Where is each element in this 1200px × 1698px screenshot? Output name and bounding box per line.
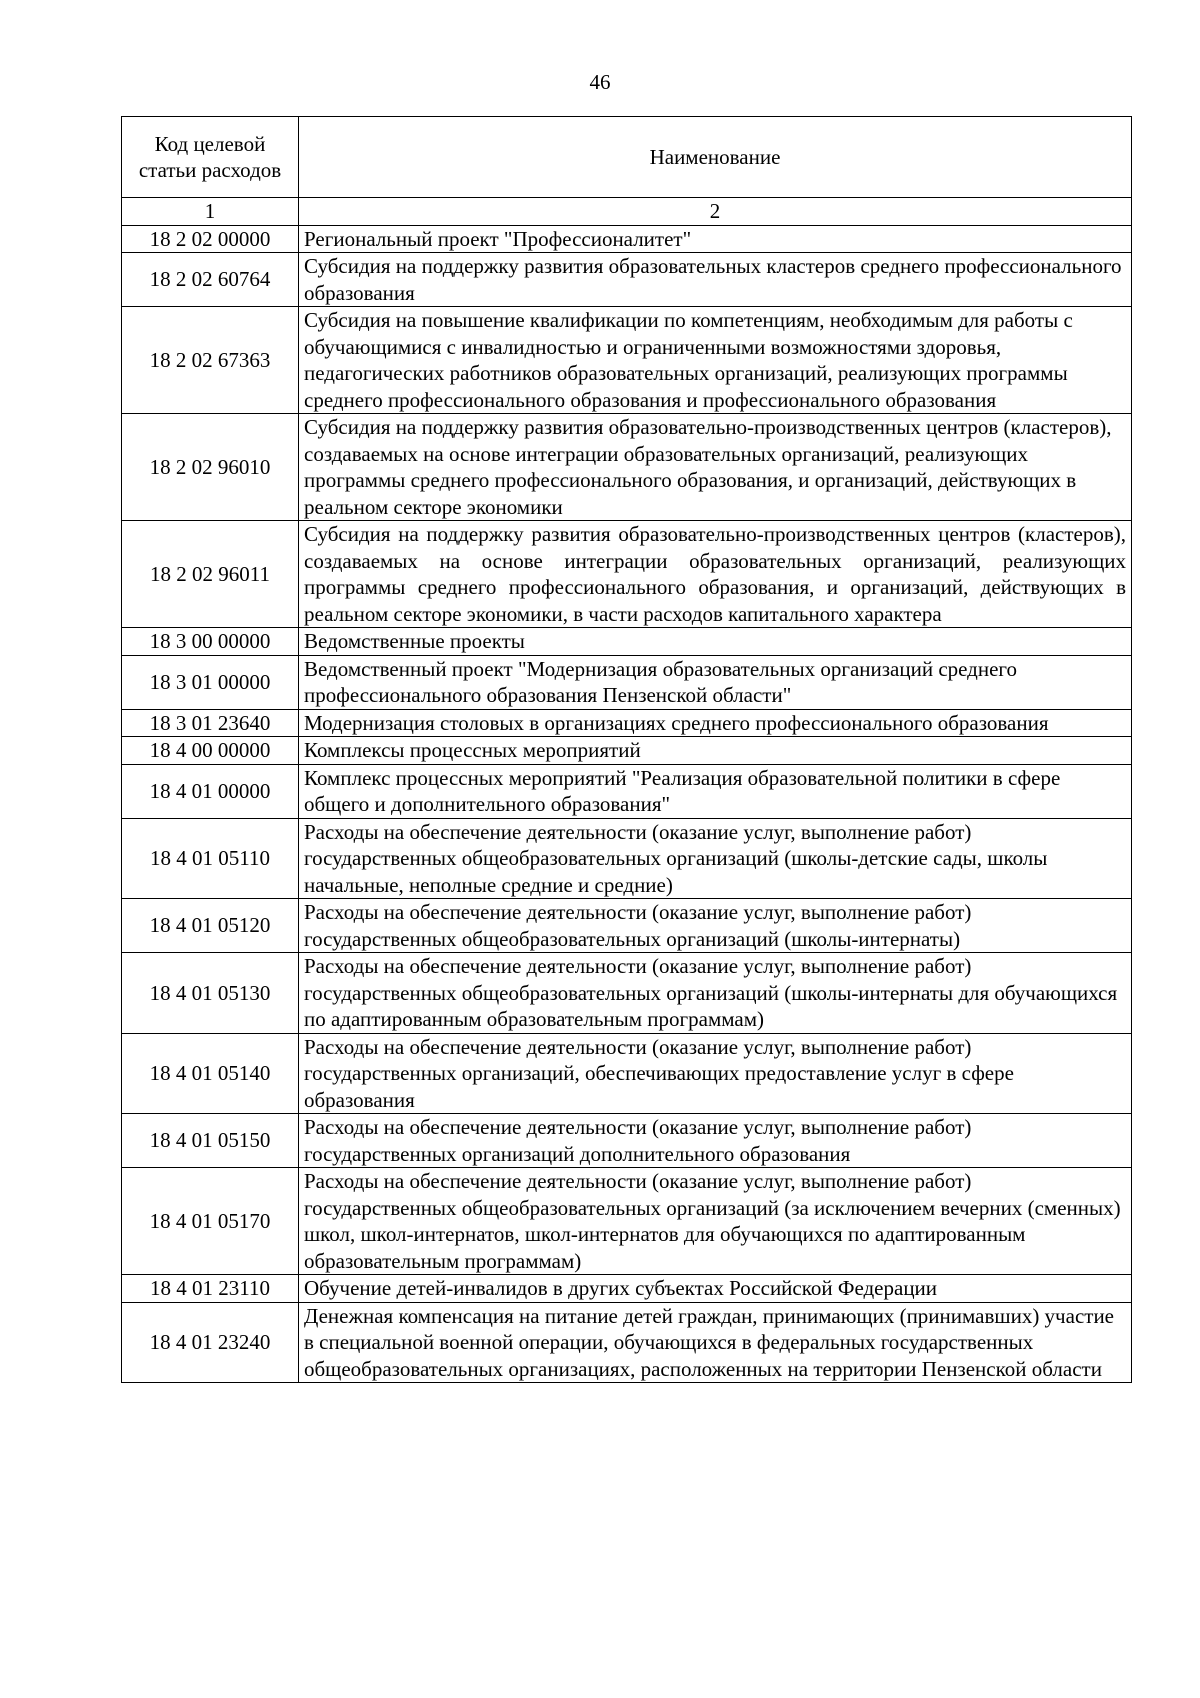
row-code: 18 2 02 96010 (122, 414, 299, 521)
header-code: Код целевой статьи расходов (122, 117, 299, 198)
row-code: 18 4 00 00000 (122, 737, 299, 765)
row-code: 18 4 01 05120 (122, 899, 299, 953)
row-name: Региональный проект "Профессионалитет" (299, 225, 1132, 253)
table-row (122, 764, 1132, 818)
row-name: Расходы на обеспечение деятельности (оказание услуг, выполнение работ) государственных общеобразовательных организаций (за исключением вечерних (сменных) школ, школ-интернатов, школ-интернатов для обучающихся по адаптированным образовательным программам) (299, 1168, 1132, 1275)
row-name: Модернизация столовых в организациях среднего профессионального образования (299, 709, 1132, 737)
row-name: Ведомственный проект "Модернизация образовательных организаций среднего профессионального образования Пензенской области" (299, 655, 1132, 709)
row-code: 18 3 01 00000 (122, 655, 299, 709)
table-row (122, 225, 1132, 253)
header-col2-number: 2 (299, 198, 1132, 226)
row-code: 18 2 02 60764 (122, 253, 299, 307)
table-row (122, 414, 1132, 521)
row-code: 18 3 01 23640 (122, 709, 299, 737)
row-name: Ведомственные проекты (299, 628, 1132, 656)
row-name: Комплексы процессных мероприятий (299, 737, 1132, 765)
table-row (122, 737, 1132, 765)
table-row (122, 1114, 1132, 1168)
row-code: 18 4 01 23110 (122, 1275, 299, 1303)
table-row (122, 1033, 1132, 1114)
table-row (122, 818, 1132, 899)
row-code: 18 4 01 00000 (122, 764, 299, 818)
row-name: Расходы на обеспечение деятельности (оказание услуг, выполнение работ) государственных организаций, обеспечивающих предоставление услуг в сфере образования (299, 1033, 1132, 1114)
row-code: 18 4 01 05150 (122, 1114, 299, 1168)
row-name: Расходы на обеспечение деятельности (оказание услуг, выполнение работ) государственных общеобразовательных организаций (школы-детские сады, школы начальные, неполные средние и средние) (299, 818, 1132, 899)
row-name: Расходы на обеспечение деятельности (оказание услуг, выполнение работ) государственных общеобразовательных организаций (школы-интернаты) (299, 899, 1132, 953)
page-number: 46 (589, 70, 611, 94)
row-code: 18 4 01 05110 (122, 818, 299, 899)
table-row (122, 628, 1132, 656)
row-code: 18 4 01 05130 (122, 953, 299, 1034)
table-row (122, 1275, 1132, 1303)
row-name: Субсидия на поддержку развития образовательных кластеров среднего профессионального образования (299, 253, 1132, 307)
row-name: Субсидия на поддержку развития образовательно-производственных центров (кластеров), создаваемых на основе интеграции образовательных организаций, реализующих программы среднего профессионального образования, и организаций, действующих в реальном секторе экономики, в части расходов капитального характера (299, 521, 1132, 628)
table-row (122, 1302, 1132, 1383)
table-row (122, 307, 1132, 414)
table-row (122, 253, 1132, 307)
row-code: 18 2 02 67363 (122, 307, 299, 414)
row-name: Расходы на обеспечение деятельности (оказание услуг, выполнение работ) государственных общеобразовательных организаций (школы-интернаты для обучающихся по адаптированным образовательным программам) (299, 953, 1132, 1034)
row-code: 18 2 02 00000 (122, 225, 299, 253)
row-name: Субсидия на поддержку развития образовательно-производственных центров (кластеров), создаваемых на основе интеграции образовательных организаций, реализующих программы среднего профессионального образования, и организаций, действующих в реальном секторе экономики (299, 414, 1132, 521)
row-name: Комплекс процессных мероприятий "Реализация образовательной политики в сфере общего и дополнительного образования" (299, 764, 1132, 818)
row-name: Субсидия на повышение квалификации по компетенциям, необходимым для работы с обучающимися с инвалидностью и ограниченными возможностями здоровья, педагогических работников образовательных организаций, реализующих программы среднего профессионального образования и профессионального образования (299, 307, 1132, 414)
table-row (122, 953, 1132, 1034)
row-name: Денежная компенсация на питание детей граждан, принимающих (принимавших) участие в специальной военной операции, обучающихся в федеральных государственных общеобразовательных организациях, расположенных на территории Пензенской области (299, 1302, 1132, 1383)
table-row (122, 521, 1132, 628)
row-code: 18 2 02 96011 (122, 521, 299, 628)
row-code: 18 4 01 05170 (122, 1168, 299, 1275)
row-code: 18 3 00 00000 (122, 628, 299, 656)
header-col1-number: 1 (122, 198, 299, 226)
row-name: Обучение детей-инвалидов в других субъектах Российской Федерации (299, 1275, 1132, 1303)
row-code: 18 4 01 23240 (122, 1302, 299, 1383)
table-body (122, 225, 1132, 1383)
expense-codes-table (121, 116, 1132, 1383)
table-row (122, 1168, 1132, 1275)
table-row (122, 655, 1132, 709)
row-name: Расходы на обеспечение деятельности (оказание услуг, выполнение работ) государственных организаций дополнительного образования (299, 1114, 1132, 1168)
table-header (122, 117, 1132, 226)
header-name: Наименование (299, 117, 1132, 198)
row-code: 18 4 01 05140 (122, 1033, 299, 1114)
table-row (122, 899, 1132, 953)
table-row (122, 709, 1132, 737)
